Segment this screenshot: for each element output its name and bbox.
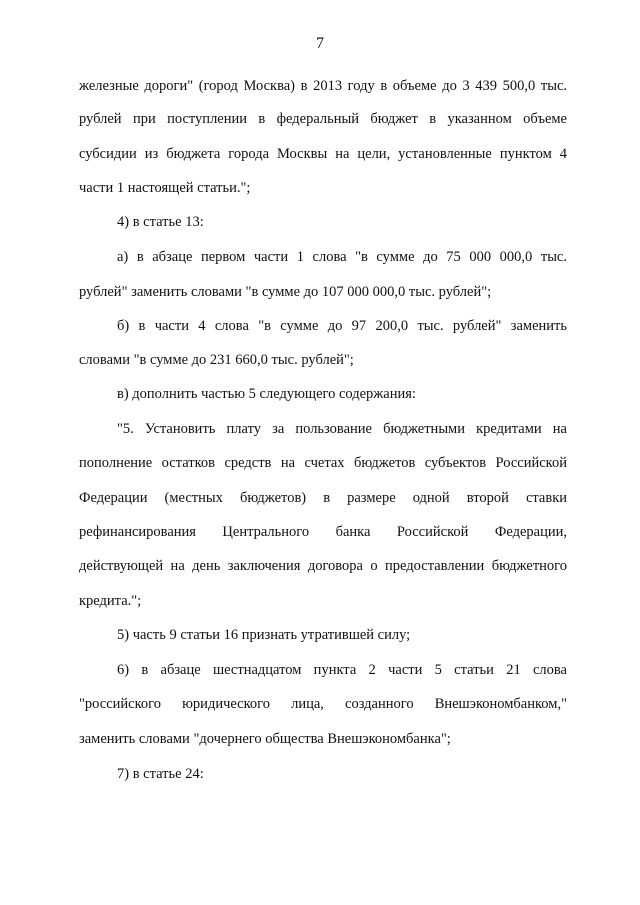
text-line-16: кредита.";	[79, 593, 142, 609]
text-line-4: части 1 настоящей статьи.";	[79, 180, 251, 196]
text-line-8: б) в части 4 слова "в сумме до 97 200,0 тыс. рублей" заменить	[117, 318, 567, 334]
text-line-12: пополнение остатков средств на счетах бюджетов субъектов Российской	[79, 455, 567, 471]
text-line-5: 4) в статье 13:	[117, 214, 204, 230]
text-line-10: в) дополнить частью 5 следующего содержания:	[117, 386, 416, 402]
text-line-17: 5) часть 9 статьи 16 признать утратившей силу;	[117, 627, 411, 643]
text-line-21: 7) в статье 24:	[117, 766, 204, 782]
text-line-7: рублей" заменить словами "в сумме до 107 000 000,0 тыс. рублей";	[79, 284, 492, 300]
text-line-11: "5. Установить плату за пользование бюджетными кредитами на	[117, 421, 567, 437]
text-line-9: словами "в сумме до 231 660,0 тыс. рублей";	[79, 352, 354, 368]
text-line-15: действующей на день заключения договора о предоставлении бюджетного	[79, 558, 567, 574]
text-line-18: 6) в абзаце шестнадцатом пункта 2 части 5 статьи 21 слова	[117, 662, 567, 678]
text-line-14: рефинансирования Центрального банка Российской Федерации,	[79, 524, 567, 540]
text-line-6: а) в абзаце первом части 1 слова "в сумме до 75 000 000,0 тыс.	[117, 249, 567, 265]
text-line-2: рублей при поступлении в федеральный бюджет в указанном объеме	[79, 111, 567, 127]
text-line-19: "российского юридического лица, созданного Внешэкономбанком,"	[79, 696, 567, 712]
page-number: 7	[316, 35, 324, 52]
text-line-3: субсидии из бюджета города Москвы на цели, установленные пунктом 4	[79, 146, 567, 162]
text-line-1: железные дороги" (город Москва) в 2013 году в объеме до 3 439 500,0 тыс.	[79, 78, 567, 94]
text-line-20: заменить словами "дочернего общества Внешэкономбанка";	[79, 731, 451, 747]
text-line-13: Федерации (местных бюджетов) в размере одной второй ставки	[79, 490, 567, 506]
